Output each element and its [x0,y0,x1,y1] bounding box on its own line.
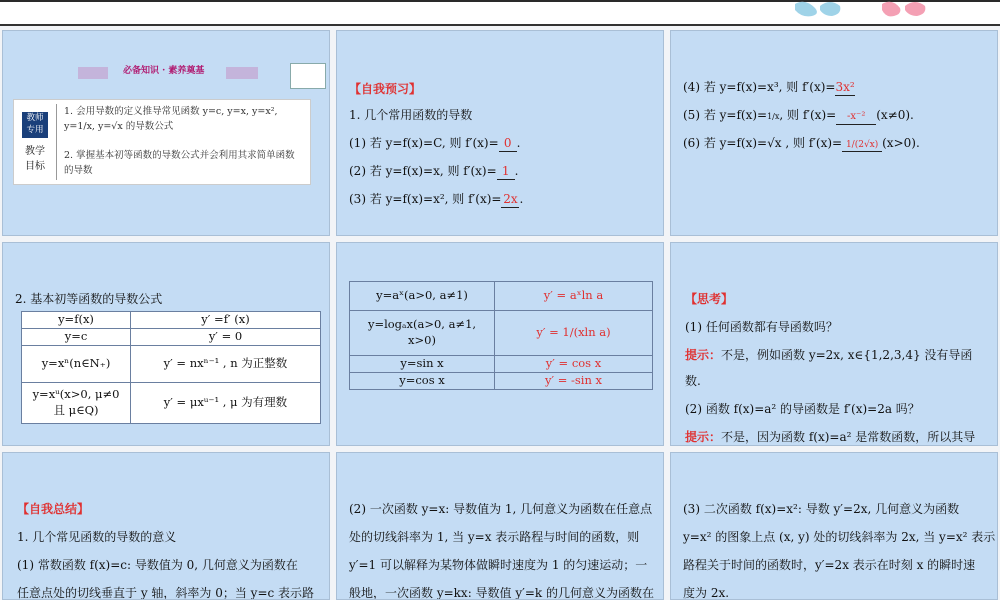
item-1-answer: 0 [499,135,517,152]
top-bar [0,0,1000,26]
teacher-tag-line1: 教师 [26,113,44,123]
note-thumbnail[interactable] [290,63,326,89]
item-6-text-c: (x>0). [882,136,920,150]
goal-label-line1: 教学 [25,146,45,157]
slide-8[interactable] [336,452,664,600]
summary-p1: (1) 常数函数 f(x)=c: 导数值为 0, 几何意义为函数在 [17,558,298,572]
item-3: (3) 若 y=f(x)=x², 则 f′(x)= 2x . [349,191,523,208]
item-5-text-a: (5) 若 y=f(x)= [683,108,768,122]
item-4-answer: 3x² [835,79,854,96]
item-5-text-c: (x≠0). [876,108,914,122]
formula-title: 2. 基本初等函数的导数公式 [15,292,163,306]
table-cell: y=xᵘ(x>0, μ≠0 且 μ∈Q) [22,383,131,424]
slide-2[interactable] [336,30,664,236]
slide-6[interactable] [670,242,998,446]
item-5 [683,107,914,125]
item-4 [683,79,855,96]
fraction-1-over-x: 1/x [767,112,780,121]
butterfly-logo [790,0,940,20]
question-1: (1) 任何函数都有导函数吗？ [685,320,838,334]
goal-2: 2. 掌握基本初等函数的导数公式并会利用其求简单函数的导数 [64,150,295,176]
slide-5[interactable] [336,242,664,446]
table-row [22,383,321,424]
section-title: 【自我预习】 [349,82,422,96]
table-cell: y′ = μxᵘ⁻¹ , μ 为有理数 [131,383,321,424]
item-5-answer: -x⁻² [836,110,876,125]
answer-2-text: 不是，因为函数 f(x)=a² 是常数函数，所以其导 [721,430,976,444]
text-line-4: 般地，一次函数 y=kx: 导数值 y′=k 的几何意义为函数在 [349,586,655,600]
table-row [350,282,653,311]
hint-label-1: 提示： [685,348,722,362]
answer-2 [685,429,975,445]
table-cell: y′ = 0 [131,329,321,346]
goal-box [13,99,311,185]
table-cell: y′ = -sin x [495,373,653,390]
formula-table [21,311,321,424]
slide-3[interactable] [670,30,998,236]
teacher-tag [22,112,48,138]
table-cell: y′ = 1/(xln a) [495,311,653,356]
teacher-tag-line2: 专用 [26,125,44,135]
item-2-answer: 1 [497,163,515,180]
text-line-2: 处的切线斜率为 1, 当 y=x 表示路程与时间的函数，则 [349,530,640,544]
goal-label-line2: 目标 [25,161,45,172]
item-6-text: (6) 若 y=f(x)=√x , 则 f′(x)= [683,136,843,150]
question-2: (2) 函数 f(x)=a² 的导函数是 f′(x)=2a 吗？ [685,402,920,416]
table-cell: y′ = aˣln a [495,282,653,311]
table-row [350,356,653,373]
table-cell: y=xⁿ(n∈N₊) [22,346,131,383]
banner-text: 必备知识 · 素养奠基 [123,66,205,76]
table-cell: y′ =f′ (x) [131,312,321,329]
text-line-3: y′=1 可以解释为某物体做瞬时速度为 1 的匀速运动；一 [349,558,648,572]
heading: 1. 几个常用函数的导数 [349,108,473,122]
summary-title: 【自我总结】 [17,502,90,516]
item-1-text: (1) 若 y=f(x)=C, 则 f′(x)= [349,136,499,150]
table-cell: y=logₐx(a>0, a≠1, x>0) [350,311,495,356]
slide-7[interactable] [2,452,330,600]
item-2: (2) 若 y=f(x)=x, 则 f′(x)= 1 . [349,163,518,180]
table-cell: y=sin x [350,356,495,373]
item-6 [683,135,920,152]
item-4-text: (4) 若 y=f(x)=x³, 则 f′(x)= [683,80,836,94]
hint-label-2: 提示： [685,430,722,444]
goal-1: 1. 会用导数的定义推导常见函数 y=c, y=x, y=x², y=1/x, y=√x 的导数公式 [64,106,278,132]
think-title: 【思考】 [685,292,734,306]
goal-divider [56,104,57,180]
table-cell: y′ = cos x [495,356,653,373]
table-row [22,312,321,329]
item-3-text: (3) 若 y=f(x)=x², 则 f′(x)= [349,192,502,206]
item-3-answer: 2x [501,191,519,208]
formula-table-2 [349,281,653,390]
table-cell: y=f(x) [22,312,131,329]
slide-1[interactable] [2,30,330,236]
item-6-answer: 1/(2√x) [842,139,882,152]
text-line-2: y=x² 的图象上点 (x, y) 处的切线斜率为 2x, 当 y=x² 表示 [683,530,996,544]
answer-1 [685,347,972,363]
table-row [22,346,321,383]
item-1: (1) 若 y=f(x)=C, 则 f′(x)= 0 . [349,135,520,152]
slide-4[interactable] [2,242,330,446]
table-row [22,329,321,346]
item-5-text-b: , 则 f′(x)= [779,108,837,122]
text-line-3: 路程关于时间的函数时，y′=2x 表示在时刻 x 的瞬时速 [683,558,976,572]
item-2-text: (2) 若 y=f(x)=x, 则 f′(x)= [349,164,497,178]
text-line-4: 度为 2x. [683,586,730,600]
slide-9[interactable] [670,452,998,600]
summary-heading: 1. 几个常见函数的导数的意义 [17,530,177,544]
answer-1-text: 不是，例如函数 y=2x, x∈{1,2,3,4} 没有导函 [721,348,973,362]
text-line-1: (2) 一次函数 y=x: 导数值为 1, 几何意义为函数在任意点 [349,502,653,516]
goal-label [22,144,48,174]
table-cell: y=c [22,329,131,346]
table-cell: y=cos x [350,373,495,390]
summary-p2: 任意点处的切线垂直于 y 轴，斜率为 0；当 y=c 表示路 [17,586,315,600]
table-cell: y′ = nxⁿ⁻¹ , n 为正整数 [131,346,321,383]
text-line-1: (3) 二次函数 f(x)=x²: 导数 y′=2x, 几何意义为函数 [683,502,960,516]
answer-1-cont: 数. [685,374,701,388]
table-cell: y=aˣ(a>0, a≠1) [350,282,495,311]
table-row [350,311,653,356]
table-row [350,373,653,390]
